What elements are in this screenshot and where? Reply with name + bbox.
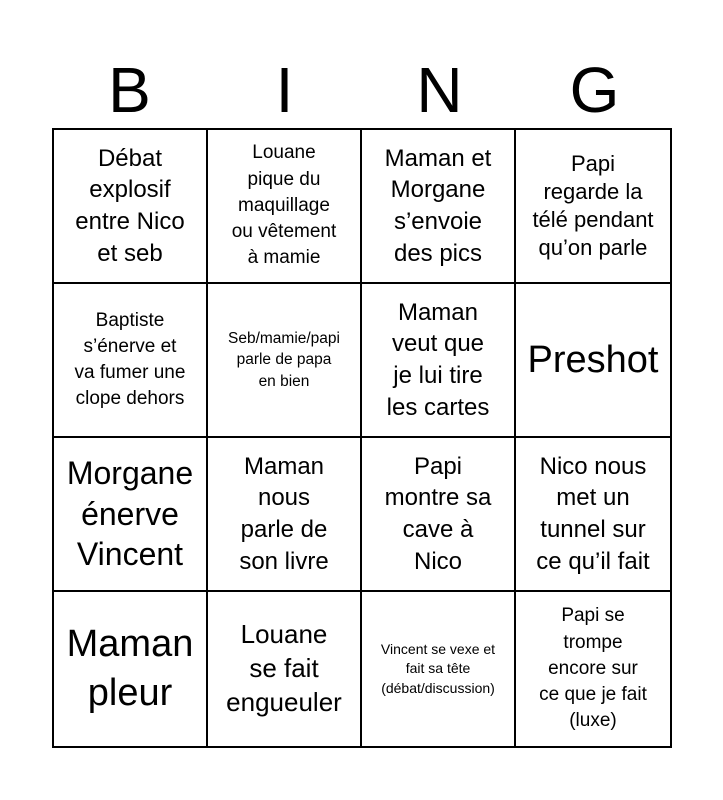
- bingo-cell[interactable]: [54, 438, 208, 592]
- cell-text: Preshot: [527, 338, 659, 381]
- cell-text: Morgane énerve Vincent: [66, 454, 194, 573]
- cell-text: Papi montre sa cave à Nico: [384, 452, 492, 575]
- bingo-cell[interactable]: [516, 284, 670, 438]
- cell-text: Nico nous met un tunnel sur ce qu’il fait: [536, 452, 650, 575]
- bingo-header: [52, 52, 672, 128]
- bingo-cell[interactable]: [516, 592, 670, 746]
- bingo-cell[interactable]: [208, 130, 362, 284]
- bingo-cell[interactable]: [362, 284, 516, 438]
- bingo-cell[interactable]: [362, 592, 516, 746]
- bingo-cell[interactable]: [208, 592, 362, 746]
- bingo-cell[interactable]: [54, 284, 208, 438]
- bingo-grid: [52, 128, 672, 748]
- header-letter-g: G: [569, 54, 620, 126]
- cell-text: Maman veut que je lui tire les cartes: [386, 298, 490, 421]
- header-letter-i: I: [275, 54, 294, 126]
- cell-text: Seb/mamie/papi parle de papa en bien: [227, 329, 340, 390]
- bingo-cell[interactable]: [516, 438, 670, 592]
- cell-text: Maman pleur: [66, 623, 194, 714]
- bingo-cell[interactable]: [362, 438, 516, 592]
- bingo-cell[interactable]: [208, 284, 362, 438]
- cell-text: Papi regarde la télé pendant qu’on parle: [532, 150, 654, 261]
- cell-text: Louane se fait engueuler: [226, 619, 342, 717]
- bingo-cell[interactable]: [54, 130, 208, 284]
- bingo-cell[interactable]: [208, 438, 362, 592]
- bingo-cell[interactable]: [516, 130, 670, 284]
- cell-text: Louane pique du maquillage ou vêtement à mamie: [231, 142, 337, 269]
- cell-text: Papi se trompe encore sur ce que je fait (luxe): [539, 605, 647, 732]
- bingo-cell[interactable]: [54, 592, 208, 746]
- cell-text: Maman nous parle de son livre: [239, 452, 329, 575]
- header-letter-b: B: [108, 54, 151, 126]
- cell-text: Vincent se vexe et fait sa tête (débat/discussion): [380, 641, 496, 696]
- cell-text: Débat explosif entre Nico et seb: [75, 144, 185, 267]
- bingo-cell[interactable]: [362, 130, 516, 284]
- cell-text: Maman et Morgane s’envoie des pics: [384, 144, 492, 267]
- header-letter-n: N: [416, 54, 463, 126]
- cell-text: Baptiste s’énerve et va fumer une clope dehors: [74, 309, 186, 410]
